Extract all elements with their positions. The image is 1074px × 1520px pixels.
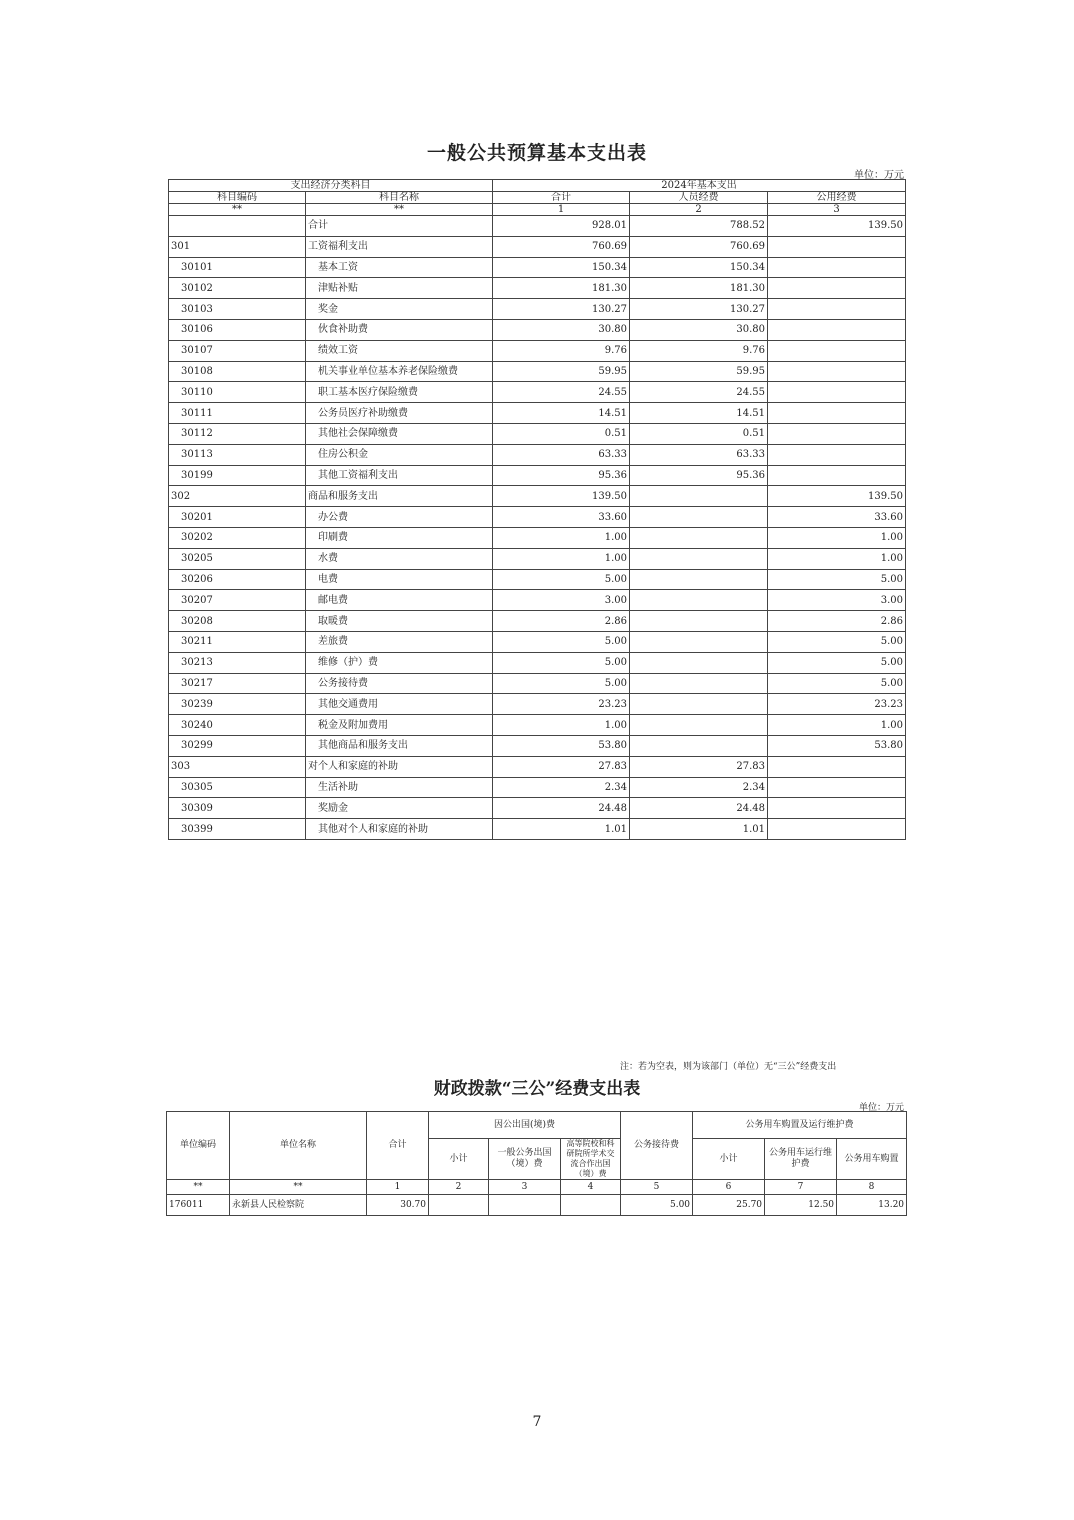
table-row [169,777,906,798]
code-cell: 30107 [169,340,306,361]
public-cell [768,299,906,320]
public-cell [768,465,906,486]
public-cell [768,382,906,403]
public-cell: 33.60 [768,507,906,528]
personnel-cell [630,611,768,632]
code-cell: 30399 [169,819,306,840]
public-cell [768,319,906,340]
personnel-cell: 24.55 [630,382,768,403]
header-vehicle-subtotal: 小计 [693,1139,765,1180]
code-cell: 30199 [169,465,306,486]
total-cell: 0.51 [493,423,630,444]
table-row [169,527,906,548]
code-cell: 30201 [169,507,306,528]
total-cell: 63.33 [493,444,630,465]
public-cell: 5.00 [768,673,906,694]
code-cell: 30111 [169,403,306,424]
index-code: ** [169,204,306,216]
table-row [169,652,906,673]
public-cell: 1.00 [768,715,906,736]
header-abroad-subtotal: 小计 [429,1139,489,1180]
page-number: 7 [532,1414,542,1430]
total-cell: 9.76 [493,340,630,361]
code-cell: 30213 [169,652,306,673]
table-row [169,216,906,237]
table2-header-row-1 [167,1112,907,1139]
table-row [169,319,906,340]
name-cell: 奖金 [306,299,493,320]
public-cell [768,361,906,382]
total-cell: 59.95 [493,361,630,382]
name-cell: 机关事业单位基本养老保险缴费 [306,361,493,382]
personnel-cell [630,507,768,528]
name-cell: 印刷费 [306,527,493,548]
index-cell: 2 [429,1180,489,1195]
index-cell: 6 [693,1180,765,1195]
personnel-cell: 9.76 [630,340,768,361]
personnel-cell: 95.36 [630,465,768,486]
header-vehicle-maintenance: 公务用车运行维护费 [765,1139,837,1180]
code-cell: 30217 [169,673,306,694]
name-cell: 其他商品和服务支出 [306,735,493,756]
personnel-cell [630,694,768,715]
unit-code-cell: 176011 [167,1195,230,1216]
three-public-expenses-table [166,1111,907,1216]
total-cell: 30.80 [493,319,630,340]
public-cell [768,798,906,819]
total-cell: 14.51 [493,403,630,424]
table-row [169,444,906,465]
total-cell: 30.70 [367,1195,429,1216]
total-cell: 150.34 [493,257,630,278]
total-cell: 5.00 [493,652,630,673]
total-cell: 5.00 [493,631,630,652]
name-cell: 住房公积金 [306,444,493,465]
table1-group-header-row [169,180,906,192]
header-abroad-general: 一般公务出国（境）费 [489,1139,561,1180]
vehicle-purchase-cell: 13.20 [837,1195,907,1216]
total-cell: 139.50 [493,486,630,507]
total-cell: 130.27 [493,299,630,320]
personnel-cell: 59.95 [630,361,768,382]
header-total: 合计 [493,192,630,204]
unit-name-cell: 永新县人民检察院 [230,1195,367,1216]
table-row [169,611,906,632]
table-row [169,465,906,486]
public-cell: 5.00 [768,631,906,652]
name-cell: 基本工资 [306,257,493,278]
abroad-academic-cell [561,1195,621,1216]
table-row [169,631,906,652]
public-cell: 2.86 [768,611,906,632]
table2-data-row [167,1195,907,1216]
personnel-cell [630,652,768,673]
personnel-cell [630,631,768,652]
table-row [169,819,906,840]
name-cell: 公务员医疗补助缴费 [306,403,493,424]
public-cell: 139.50 [768,486,906,507]
code-cell: 30113 [169,444,306,465]
public-cell [768,340,906,361]
public-cell: 5.00 [768,652,906,673]
header-group-basic-expenditure: 2024年基本支出 [493,180,906,192]
name-cell: 税金及附加费用 [306,715,493,736]
code-cell: 30103 [169,299,306,320]
name-cell: 奖励金 [306,798,493,819]
table2-title: 财政拨款“三公”经费支出表 [433,1079,641,1099]
code-cell: 30202 [169,527,306,548]
code-cell: 30207 [169,590,306,611]
personnel-cell [630,527,768,548]
public-cell: 139.50 [768,216,906,237]
total-cell: 1.00 [493,527,630,548]
total-cell: 5.00 [493,569,630,590]
vehicle-subtotal-cell: 25.70 [693,1195,765,1216]
code-cell: 30240 [169,715,306,736]
table-row [169,569,906,590]
header-total: 合计 [367,1112,429,1180]
name-cell: 职工基本医疗保险缴费 [306,382,493,403]
name-cell: 对个人和家庭的补助 [306,756,493,777]
table2-index-row [167,1180,907,1195]
code-cell: 30305 [169,777,306,798]
name-cell: 津贴补贴 [306,278,493,299]
header-vehicle-purchase: 公务用车购置 [837,1139,907,1180]
name-cell: 办公费 [306,507,493,528]
index-2: 2 [630,204,768,216]
total-cell: 95.36 [493,465,630,486]
table-row [169,548,906,569]
index-cell: 4 [561,1180,621,1195]
name-cell: 公务接待费 [306,673,493,694]
table-row [169,340,906,361]
total-cell: 23.23 [493,694,630,715]
index-cell: 5 [621,1180,693,1195]
index-cell: ** [167,1180,230,1195]
table-row [169,715,906,736]
index-cell: 1 [367,1180,429,1195]
name-cell: 取暖费 [306,611,493,632]
abroad-general-cell [489,1195,561,1216]
header-reception: 公务接待费 [621,1112,693,1180]
code-cell: 30208 [169,611,306,632]
table-row [169,299,906,320]
header-abroad-academic: 高等院校和科研院所学术交流合作出国（境）费 [561,1139,621,1180]
header-public: 公用经费 [768,192,906,204]
personnel-cell: 30.80 [630,319,768,340]
personnel-cell: 27.83 [630,756,768,777]
table-row [169,507,906,528]
table-row [169,257,906,278]
public-cell [768,278,906,299]
personnel-cell [630,548,768,569]
public-cell: 3.00 [768,590,906,611]
table-row [169,236,906,257]
table-row [169,798,906,819]
table-row [169,382,906,403]
total-cell: 1.01 [493,819,630,840]
public-cell: 53.80 [768,735,906,756]
table1-column-header-row [169,192,906,204]
table-row [169,735,906,756]
header-code: 科目编码 [169,192,306,204]
table-row [169,423,906,444]
total-cell: 33.60 [493,507,630,528]
personnel-cell: 1.01 [630,819,768,840]
code-cell: 30205 [169,548,306,569]
code-cell: 30101 [169,257,306,278]
table2-unit: 单位：万元 [858,1103,904,1113]
index-cell: 3 [489,1180,561,1195]
header-abroad-group: 因公出国(境)费 [429,1112,621,1139]
total-cell: 181.30 [493,278,630,299]
code-cell: 30108 [169,361,306,382]
public-cell [768,257,906,278]
public-cell [768,819,906,840]
personnel-cell: 788.52 [630,216,768,237]
public-cell [768,403,906,424]
code-cell: 303 [169,756,306,777]
code-cell: 301 [169,236,306,257]
personnel-cell: 150.34 [630,257,768,278]
personnel-cell: 24.48 [630,798,768,819]
name-cell: 其他工资福利支出 [306,465,493,486]
total-cell: 24.48 [493,798,630,819]
vehicle-maintenance-cell: 12.50 [765,1195,837,1216]
header-group-classification: 支出经济分类科目 [169,180,493,192]
public-cell [768,756,906,777]
personnel-cell: 0.51 [630,423,768,444]
personnel-cell [630,715,768,736]
reception-cell: 5.00 [621,1195,693,1216]
total-cell: 760.69 [493,236,630,257]
public-cell [768,236,906,257]
table-row [169,361,906,382]
code-cell: 30106 [169,319,306,340]
header-personnel: 人员经费 [630,192,768,204]
total-cell: 3.00 [493,590,630,611]
personnel-cell: 760.69 [630,236,768,257]
name-cell: 其他对个人和家庭的补助 [306,819,493,840]
name-cell: 工资福利支出 [306,236,493,257]
code-cell: 30112 [169,423,306,444]
personnel-cell: 2.34 [630,777,768,798]
total-cell: 5.00 [493,673,630,694]
total-cell: 27.83 [493,756,630,777]
personnel-cell: 14.51 [630,403,768,424]
total-cell: 1.00 [493,715,630,736]
name-cell: 商品和服务支出 [306,486,493,507]
total-cell: 2.34 [493,777,630,798]
code-cell: 30309 [169,798,306,819]
code-cell: 302 [169,486,306,507]
total-cell: 24.55 [493,382,630,403]
name-cell: 伙食补助费 [306,319,493,340]
table1-unit: 单位：万元 [854,170,904,181]
header-unit-code: 单位编码 [167,1112,230,1180]
personnel-cell [630,673,768,694]
personnel-cell [630,569,768,590]
public-cell [768,777,906,798]
name-cell: 合计 [306,216,493,237]
table-row [169,694,906,715]
personnel-cell [630,486,768,507]
table-row [169,486,906,507]
index-1: 1 [493,204,630,216]
code-cell: 30239 [169,694,306,715]
code-cell: 30211 [169,631,306,652]
public-cell: 23.23 [768,694,906,715]
public-cell: 1.00 [768,548,906,569]
personnel-cell: 63.33 [630,444,768,465]
code-cell [169,216,306,237]
table1-index-row [169,204,906,216]
name-cell: 水费 [306,548,493,569]
personnel-cell [630,590,768,611]
public-cell [768,423,906,444]
personnel-cell [630,735,768,756]
index-name: ** [306,204,493,216]
code-cell: 30299 [169,735,306,756]
index-cell: 8 [837,1180,907,1195]
code-cell: 30102 [169,278,306,299]
public-cell: 5.00 [768,569,906,590]
total-cell: 2.86 [493,611,630,632]
index-cell: ** [230,1180,367,1195]
name-cell: 生活补助 [306,777,493,798]
public-cell [768,444,906,465]
total-cell: 53.80 [493,735,630,756]
total-cell: 1.00 [493,548,630,569]
basic-expenditure-table [168,179,906,840]
name-cell: 电费 [306,569,493,590]
name-cell: 差旅费 [306,631,493,652]
personnel-cell: 181.30 [630,278,768,299]
table1-body [169,216,906,840]
table-row [169,756,906,777]
public-cell: 1.00 [768,527,906,548]
name-cell: 绩效工资 [306,340,493,361]
table-row [169,403,906,424]
header-unit-name: 单位名称 [230,1112,367,1180]
table-row [169,278,906,299]
table-row [169,673,906,694]
table-row [169,590,906,611]
header-name: 科目名称 [306,192,493,204]
index-3: 3 [768,204,906,216]
total-cell: 928.01 [493,216,630,237]
header-vehicle-group: 公务用车购置及运行维护费 [693,1112,907,1139]
index-cell: 7 [765,1180,837,1195]
table2-note: 注：若为空表，则为该部门（单位）无“三公”经费支出 [620,1062,837,1072]
code-cell: 30110 [169,382,306,403]
name-cell: 邮电费 [306,590,493,611]
abroad-subtotal-cell [429,1195,489,1216]
personnel-cell: 130.27 [630,299,768,320]
name-cell: 其他社会保障缴费 [306,423,493,444]
name-cell: 其他交通费用 [306,694,493,715]
name-cell: 维修（护）费 [306,652,493,673]
code-cell: 30206 [169,569,306,590]
table1-title: 一般公共预算基本支出表 [426,142,647,164]
